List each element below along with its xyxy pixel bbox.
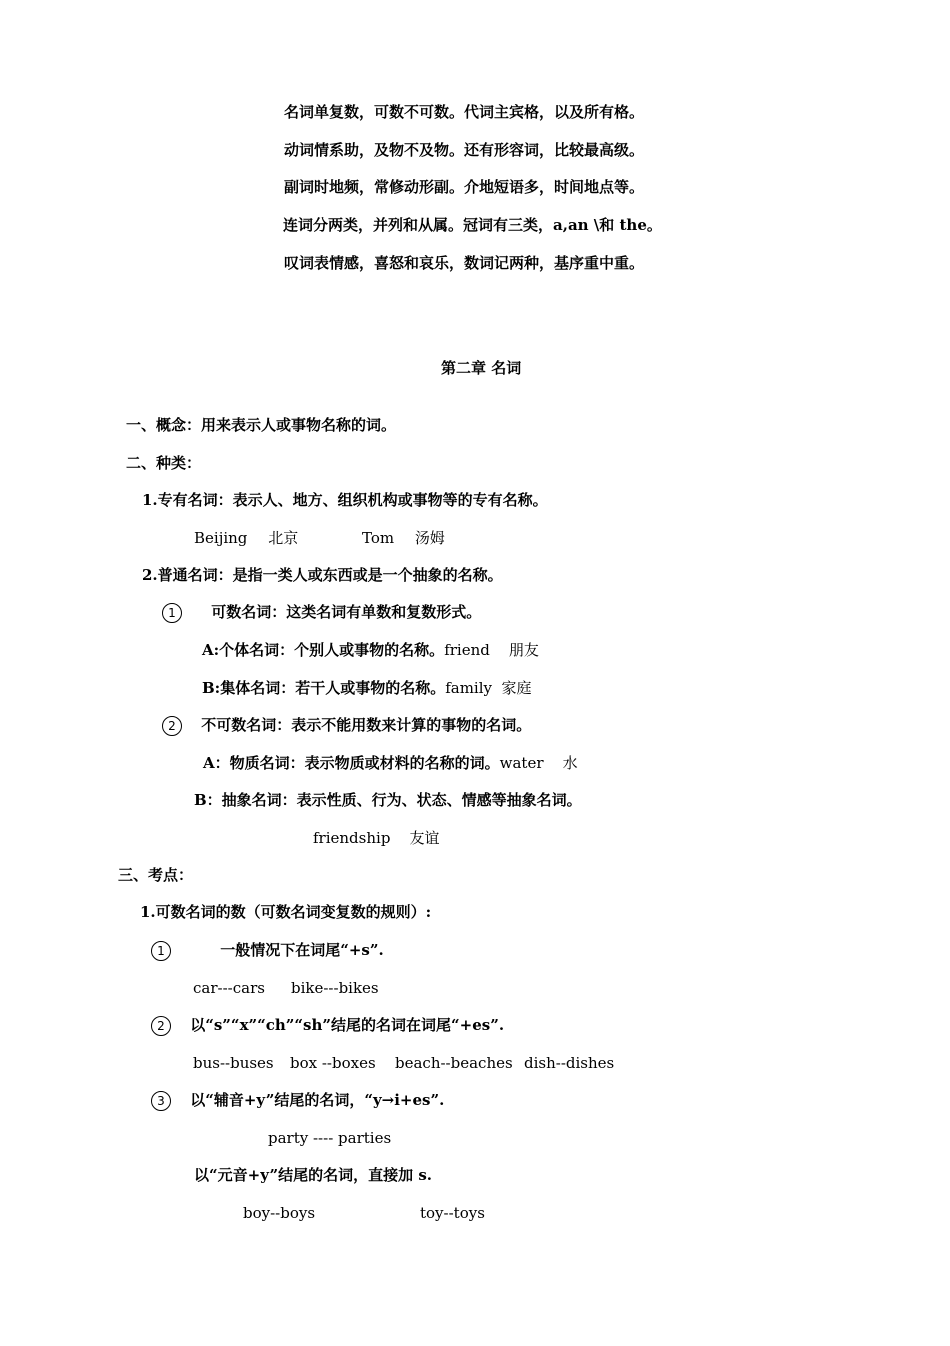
rule-3b-text: 以“元音+y”结尾的名词，直接加 s. bbox=[194, 1166, 432, 1184]
example-word: Tom bbox=[362, 529, 395, 547]
rule-2-example-2: box --boxes bbox=[290, 1054, 376, 1072]
rule-2 bbox=[151, 1015, 504, 1036]
rule-2-text: 以“s”“x”“ch”“sh”结尾的名词在词尾“+es”. bbox=[190, 1016, 505, 1034]
section-key-points: 三、考点： bbox=[118, 866, 194, 884]
collective-noun-label: B:集体名词：若干人或事物的名称。 bbox=[202, 679, 446, 697]
example-translation: 北京 bbox=[268, 529, 299, 547]
rule-2-example-4: dish--dishes bbox=[524, 1054, 615, 1072]
chapter-title: 第二章 名词 bbox=[441, 359, 522, 377]
plural-rules-heading: 1.可数名词的数（可数名词变复数的规则）: bbox=[140, 903, 432, 921]
circled-number-1: 1 bbox=[151, 941, 171, 961]
abstract-noun-label: B：抽象名词：表示性质、行为、状态、情感等抽象名词。 bbox=[194, 791, 582, 809]
section-types: 二、种类： bbox=[126, 454, 202, 472]
rule-3 bbox=[151, 1090, 444, 1111]
rule-2-example-1: bus--buses bbox=[193, 1054, 274, 1072]
rule-3-example: party ---- parties bbox=[268, 1129, 392, 1147]
rule-3b-example-2: toy--toys bbox=[420, 1204, 485, 1222]
example-word: Beijing bbox=[194, 529, 248, 547]
individual-noun-label: A:个体名词：个别人或事物的名称。 bbox=[202, 641, 445, 659]
rule-3b-example-1: boy--boys bbox=[243, 1204, 316, 1222]
collective-noun-line bbox=[202, 678, 532, 698]
rule-1-example-1: car---cars bbox=[193, 979, 265, 997]
circled-number-3: 3 bbox=[151, 1091, 171, 1111]
individual-noun-example: friend 朋友 bbox=[444, 641, 539, 659]
uncountable-noun-item bbox=[162, 715, 531, 736]
poem-line-4: 连词分两类，并列和从属。冠词有三类，a,an \和 the。 bbox=[283, 216, 662, 234]
common-noun-heading: 2.普通名词：是指一类人或东西或是一个抽象的名称。 bbox=[142, 566, 503, 584]
rule-2-example-3: beach--beaches bbox=[395, 1054, 513, 1072]
section-concept: 一、概念：用来表示人或事物名称的词。 bbox=[126, 416, 397, 434]
poem-line-3: 副词时地频，常修动形副。介地短语多，时间地点等。 bbox=[284, 178, 645, 196]
material-noun-example: water 水 bbox=[499, 754, 578, 772]
countable-noun-text: 可数名词：这类名词有单数和复数形式。 bbox=[211, 603, 482, 621]
poem-line-5: 叹词表情感，喜怒和哀乐，数词记两种，基序重中重。 bbox=[284, 254, 645, 272]
countable-noun-item bbox=[162, 602, 481, 623]
circled-number-2: 2 bbox=[151, 1016, 171, 1036]
example-translation: 汤姆 bbox=[414, 529, 445, 547]
uncountable-noun-text: 不可数名词：表示不能用数来计算的事物的名词。 bbox=[201, 716, 532, 734]
circled-number-2: 2 bbox=[162, 716, 182, 736]
abstract-noun-example: friendship 友谊 bbox=[313, 829, 440, 847]
collective-noun-example: family 家庭 bbox=[445, 679, 532, 697]
rule-1-text: 一般情况下在词尾“+s”. bbox=[220, 941, 384, 959]
rule-1-example-2: bike---bikes bbox=[291, 979, 379, 997]
material-noun-line bbox=[203, 753, 578, 773]
rule-3-text: 以“辅音+y”结尾的名词，“y→i+es”. bbox=[190, 1091, 445, 1109]
proper-noun-heading: 1.专有名词：表示人、地方、组织机构或事物等的专有名称。 bbox=[142, 491, 548, 509]
individual-noun-line bbox=[202, 640, 539, 660]
material-noun-label: A：物质名词：表示物质或材料的名称的词。 bbox=[203, 754, 500, 772]
poem-line-2: 动词情系助，及物不及物。还有形容词，比较最高级。 bbox=[284, 141, 645, 159]
rule-1 bbox=[151, 940, 384, 961]
proper-noun-example-1 bbox=[194, 528, 298, 548]
poem-line-1: 名词单复数，可数不可数。代词主宾格，以及所有格。 bbox=[284, 103, 645, 121]
circled-number-1: 1 bbox=[162, 603, 182, 623]
proper-noun-example-2 bbox=[362, 528, 445, 548]
